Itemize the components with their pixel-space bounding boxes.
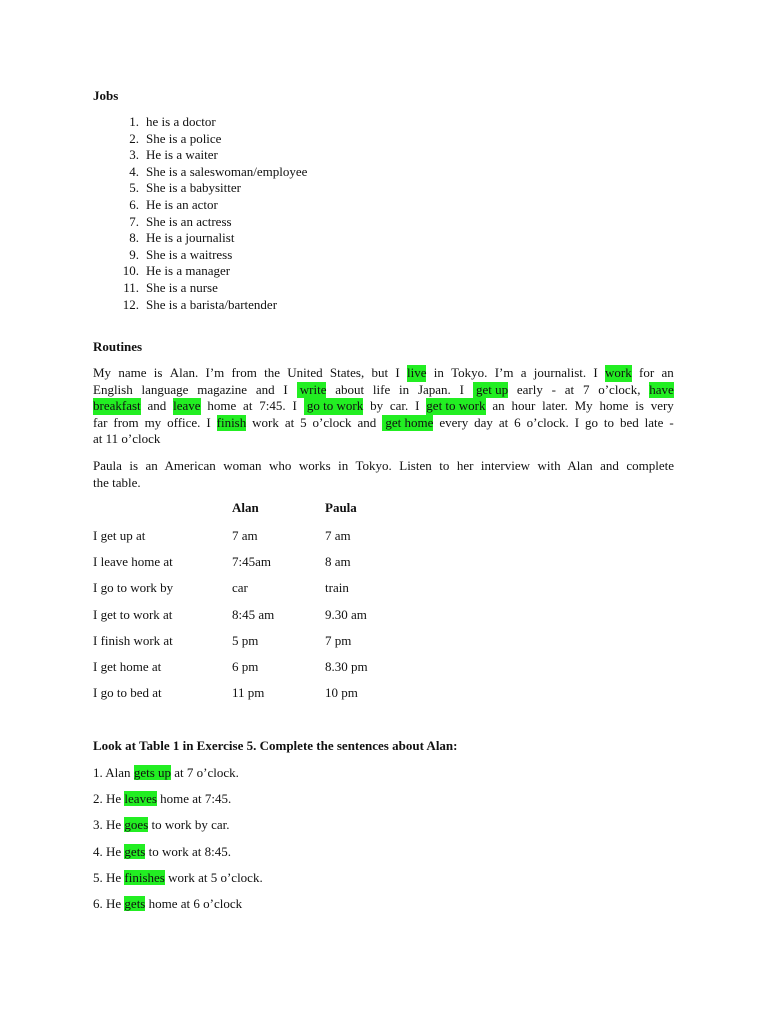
row-label: I get to work at <box>93 607 173 622</box>
paragraph-word: My <box>574 398 593 414</box>
paragraph-word: I <box>395 365 400 380</box>
paula-value: train <box>325 580 349 595</box>
paragraph-word: life <box>372 381 391 397</box>
paragraph-word: My <box>93 365 112 380</box>
sentence-pre: 1. Alan <box>93 765 134 780</box>
alan-value: 8:45 am <box>232 607 275 622</box>
list-item <box>93 164 307 181</box>
sentence-post: home at 6 o’clock <box>145 896 243 911</box>
alan-value: 11 pm <box>232 685 265 700</box>
paragraph-word: name <box>118 365 147 380</box>
paula-value: 7 pm <box>325 633 352 648</box>
item-number: 4. <box>129 163 139 179</box>
paragraph-word: home <box>207 398 237 414</box>
paragraph-word: 5 <box>300 414 307 430</box>
paragraph-line <box>93 475 674 492</box>
paula-value: 8 am <box>325 554 351 569</box>
routines-heading: Routines <box>93 339 143 354</box>
paragraph-word: 6 <box>514 414 521 430</box>
exercise-sentence <box>93 791 231 807</box>
paragraph-word: car. <box>389 398 409 414</box>
paragraph-word: about <box>335 381 365 397</box>
highlighted-verb: finish <box>216 414 247 430</box>
item-text: He is a journalist <box>146 230 235 246</box>
sentence-post: to work at 8:45. <box>145 844 231 859</box>
paragraph-word: States, <box>329 365 365 380</box>
paragraph-word: bed <box>619 414 639 430</box>
paragraph-word: o’clock <box>312 414 352 430</box>
paragraph-word: I <box>459 381 464 397</box>
exercise-heading: Look at Table 1 in Exercise 5. Complete the sentences about Alan: <box>93 738 458 753</box>
highlighted-verb: work <box>605 365 632 380</box>
paragraph-word: I’m <box>205 365 225 380</box>
paragraph-word: hour <box>511 398 536 414</box>
paragraph-line <box>93 382 674 399</box>
exercise-sentence <box>93 870 263 886</box>
row-label: I go to bed at <box>93 685 162 700</box>
highlighted-verb: get to work <box>426 398 486 414</box>
list-item <box>93 247 307 264</box>
sentence-post: at 7 o’clock. <box>171 765 239 780</box>
list-item <box>93 230 307 247</box>
paragraph-word: I <box>574 414 580 430</box>
item-number: 7. <box>129 213 139 229</box>
item-text: She is a waitress <box>146 246 233 262</box>
item-number: 2. <box>129 130 139 146</box>
paragraph-word: to <box>603 414 615 430</box>
list-item <box>93 180 307 197</box>
paragraph-word: later. <box>542 398 568 414</box>
paragraph-word: day <box>474 414 493 430</box>
alan-value: car <box>232 580 248 595</box>
paragraph-line <box>93 415 674 432</box>
item-text: She is a police <box>146 130 222 146</box>
alan-value: 7:45am <box>232 554 271 569</box>
jobs-heading: Jobs <box>93 88 119 103</box>
sentence-pre: 4. He <box>93 844 125 859</box>
paragraph-word: English <box>93 381 133 397</box>
sentence-answer: gets <box>124 844 146 859</box>
row-label: I finish work at <box>93 633 173 648</box>
item-text: he is a doctor <box>146 114 216 129</box>
sentence-post: home at 7:45. <box>156 791 232 806</box>
item-text: She is an actress <box>146 213 232 229</box>
paragraph-word: 7:45. <box>259 398 286 414</box>
paragraph-word: go <box>585 414 598 430</box>
paragraph-word: the <box>264 365 280 380</box>
item-number: 1. <box>129 114 139 129</box>
intro-text: the table. <box>93 474 141 490</box>
list-item <box>93 197 307 214</box>
paragraph-word: Alan. <box>169 365 199 380</box>
highlighted-verb: write <box>296 381 327 397</box>
intro-text: Paula is an American woman who works in Tokyo. Listen to her interview with Alan and complete <box>93 458 674 473</box>
highlighted-verb: have <box>649 381 674 397</box>
paula-value: 10 pm <box>325 685 358 700</box>
item-number: 12. <box>122 296 139 312</box>
item-text: He is a waiter <box>146 147 218 163</box>
paragraph-word: language <box>141 381 189 397</box>
highlighted-verb: go to work <box>303 398 364 414</box>
paragraph-line <box>93 365 674 382</box>
alan-value: 6 pm <box>232 659 259 674</box>
exercise-sentence <box>93 817 230 833</box>
paragraph-line <box>93 458 674 475</box>
row-label: I leave home at <box>93 554 173 569</box>
paragraph-word: and <box>147 398 167 414</box>
item-number: 5. <box>129 180 139 196</box>
jobs-list <box>93 114 307 313</box>
paragraph-word: early <box>516 381 543 397</box>
paragraph-word: United <box>287 365 323 380</box>
paragraph-word: from <box>231 365 257 380</box>
highlighted-verb: live <box>406 365 427 380</box>
paragraph-word: at <box>243 398 253 414</box>
sentence-pre: 2. He <box>93 791 125 806</box>
paragraph-word: work <box>252 414 279 430</box>
paragraph-word: my <box>144 414 162 430</box>
paragraph-word: magazine <box>197 381 248 397</box>
item-number: 8. <box>129 230 139 246</box>
paragraph-word: at 11 o’clock <box>93 431 161 447</box>
paragraph-word: I <box>283 381 288 397</box>
sentence-answer: gets up <box>133 765 172 780</box>
paragraph-word: 7 <box>582 381 590 397</box>
sentence-answer: leaves <box>124 791 157 806</box>
paragraph-word: in <box>433 365 444 380</box>
routines-paragraph <box>93 365 674 448</box>
paragraph-word: and <box>357 414 377 430</box>
paragraph-word: but <box>371 365 389 380</box>
paragraph-word: I <box>593 365 598 380</box>
highlighted-verb: get up <box>472 381 509 397</box>
item-number: 9. <box>129 246 139 262</box>
paragraph-word: at <box>284 414 295 430</box>
sentence-pre: 3. He <box>93 817 125 832</box>
paragraph-word: I’m <box>494 365 514 380</box>
paragraph-word: far <box>93 414 108 430</box>
paragraph-word: an <box>661 365 674 380</box>
sentence-pre: 5. He <box>93 870 125 885</box>
item-number: 11. <box>123 279 139 295</box>
table-header-alan: Alan <box>232 500 259 515</box>
sentence-pre: 6. He <box>93 896 125 911</box>
paragraph-word: an <box>492 398 505 414</box>
item-text: She is a nurse <box>146 279 218 295</box>
item-text: She is a saleswoman/employee <box>146 163 308 179</box>
paragraph-word: I <box>206 414 211 430</box>
sentence-post: to work by car. <box>148 817 230 832</box>
sentence-answer: finishes <box>124 870 165 885</box>
sentence-answer: goes <box>124 817 149 832</box>
paragraph-line <box>93 431 674 448</box>
paula-value: 9.30 am <box>325 607 367 622</box>
item-text: He is a manager <box>146 263 231 279</box>
paragraph-word: I <box>415 398 420 414</box>
item-number: 10. <box>122 263 139 279</box>
alan-value: 7 am <box>232 528 258 543</box>
paragraph-word: office. <box>167 414 201 430</box>
alan-value: 5 pm <box>232 633 259 648</box>
exercise-sentence <box>93 765 239 781</box>
paragraph-word: a <box>520 365 527 380</box>
item-text: He is an actor <box>146 196 218 212</box>
paragraph-word: by <box>370 398 384 414</box>
item-number: 3. <box>129 147 139 163</box>
paragraph-word: late <box>644 414 664 430</box>
list-item <box>93 280 307 297</box>
paragraph-word: for <box>639 365 655 380</box>
sentence-post: work at 5 o’clock. <box>164 870 263 885</box>
paragraph-word: is <box>153 365 163 380</box>
paragraph-word: very <box>650 398 674 414</box>
highlighted-verb: breakfast <box>93 398 141 414</box>
list-item <box>93 131 307 148</box>
paragraph-word: is <box>635 398 644 414</box>
paragraph-word: journalist. <box>533 365 587 380</box>
item-number: 6. <box>129 196 139 212</box>
paragraph-word: Japan. <box>417 381 451 397</box>
paragraph-word: at <box>498 414 509 430</box>
paragraph-word: home <box>599 398 629 414</box>
item-text: She is a barista/bartender <box>146 296 278 312</box>
intro-paragraph <box>93 458 674 491</box>
list-item <box>93 297 307 314</box>
paragraph-word: Tokyo. <box>451 365 488 380</box>
paula-value: 8.30 pm <box>325 659 368 674</box>
row-label: I get up at <box>93 528 146 543</box>
paragraph-word: o’clock. <box>526 414 569 430</box>
paragraph-word: - <box>669 414 674 430</box>
list-item <box>93 147 307 164</box>
paragraph-word: - <box>551 381 556 397</box>
paula-value: 7 am <box>325 528 351 543</box>
item-text: She is a babysitter <box>146 180 241 196</box>
paragraph-word: every <box>439 414 469 430</box>
paragraph-word: I <box>292 398 297 414</box>
exercise-sentence <box>93 844 231 860</box>
list-item <box>93 214 307 231</box>
exercise-sentence <box>93 896 242 912</box>
paragraph-word: and <box>255 381 275 397</box>
sentence-answer: gets <box>124 896 146 911</box>
paragraph-word: in <box>399 381 410 397</box>
row-label: I go to work by <box>93 580 174 595</box>
paragraph-word: from <box>113 414 139 430</box>
list-item <box>93 263 307 280</box>
highlighted-verb: get home <box>382 414 434 430</box>
row-label: I get home at <box>93 659 162 674</box>
paragraph-word: at <box>564 381 575 397</box>
paragraph-line <box>93 398 674 415</box>
paragraph-word: o’clock, <box>598 381 641 397</box>
list-item <box>93 114 307 131</box>
table-header-paula: Paula <box>325 500 357 515</box>
highlighted-verb: leave <box>173 398 201 414</box>
